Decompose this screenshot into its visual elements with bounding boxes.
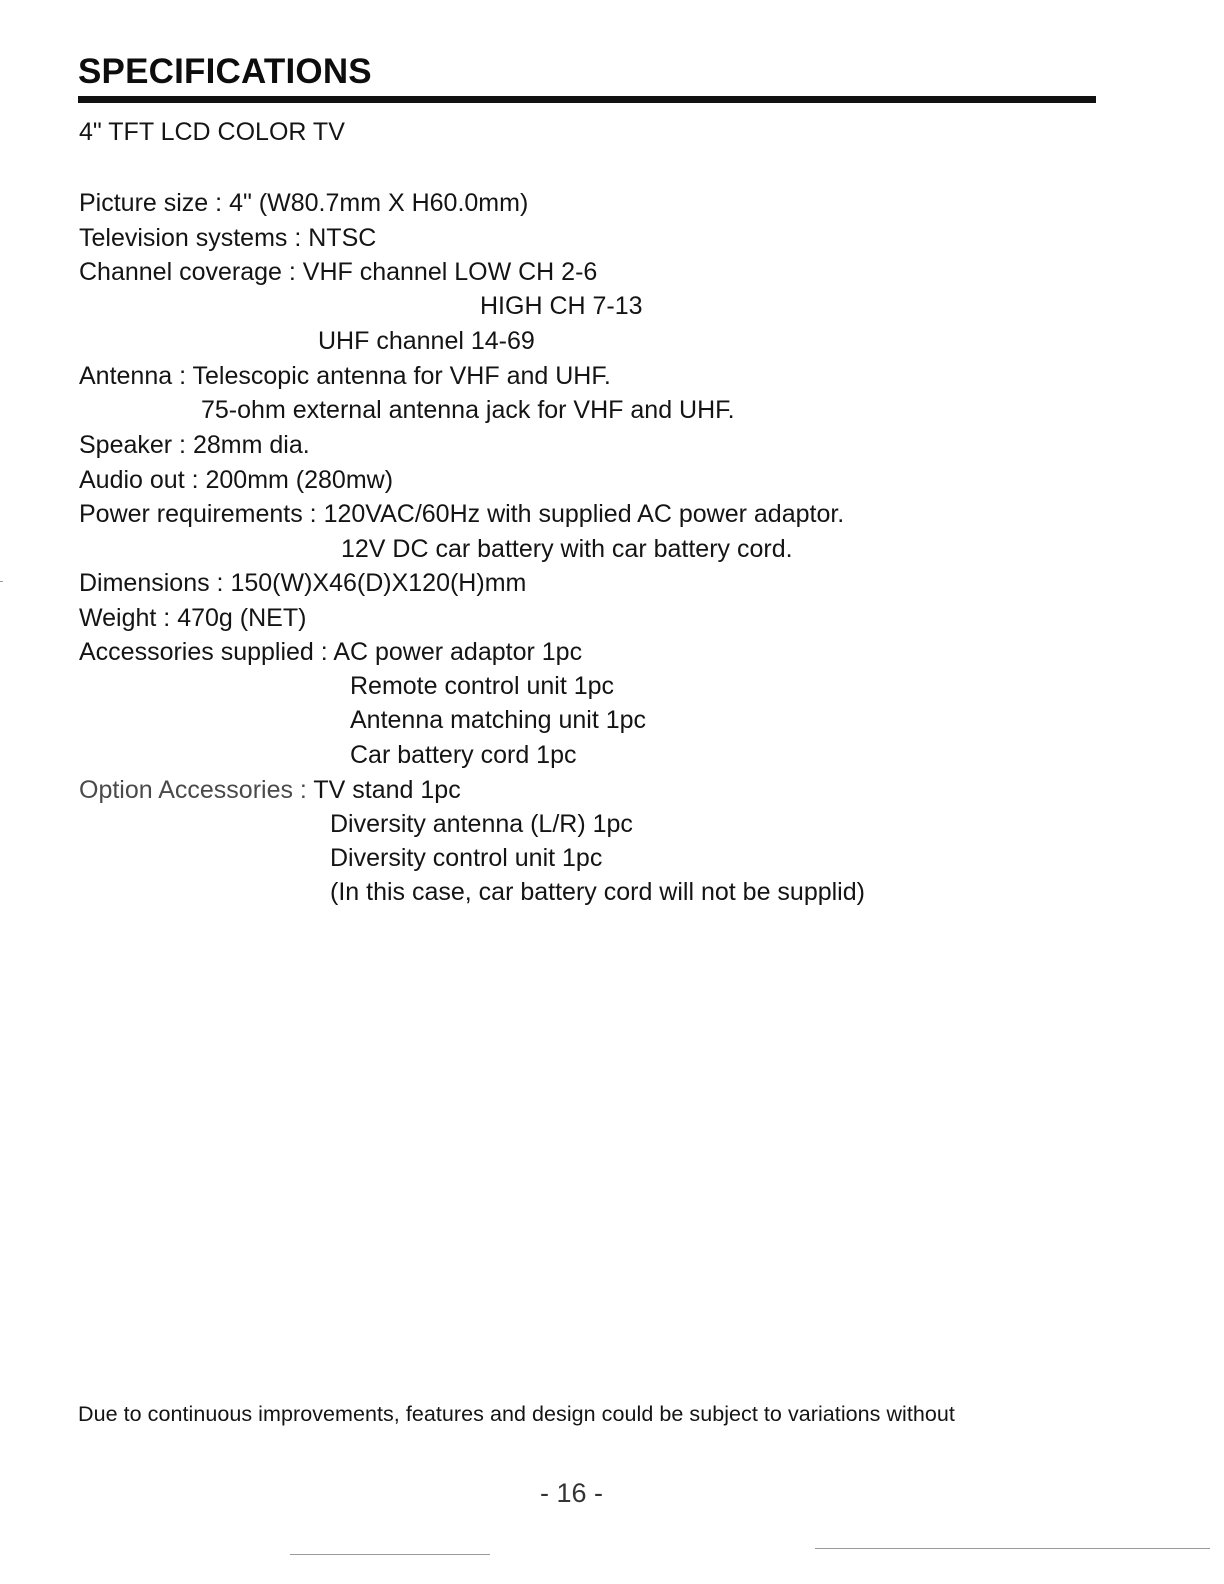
spec-weight xyxy=(79,603,306,633)
spec-value: AC power adaptor 1pc xyxy=(333,638,583,666)
spec-value: 120VAC/60Hz with supplied AC power adaptor. xyxy=(323,500,845,528)
spec-value: 4" (W80.7mm X H60.0mm) xyxy=(229,189,529,217)
spec-option-accessories-line: Diversity antenna (L/R) 1pc xyxy=(330,810,633,838)
spec-label: Weight : xyxy=(79,604,171,632)
spec-label: Channel coverage : xyxy=(79,258,296,286)
disclaimer-text: Due to continuous improvements, features and design could be subject to variations without xyxy=(78,1402,955,1426)
spec-label: Accessories supplied : xyxy=(79,638,328,666)
spec-value: 470g (NET) xyxy=(177,604,307,632)
scan-mark xyxy=(290,1554,490,1555)
spec-label: Dimensions : xyxy=(79,569,224,597)
spec-value: 150(W)X46(D)X120(H)mm xyxy=(230,569,527,597)
spec-option-accessories-line: Diversity control unit 1pc xyxy=(330,844,603,872)
scan-mark xyxy=(0,581,3,582)
spec-speaker xyxy=(79,430,310,460)
spec-power-requirements xyxy=(79,499,844,529)
spec-label: Audio out : xyxy=(79,466,199,494)
spec-value: 200mm (280mw) xyxy=(205,466,394,494)
spec-dimensions xyxy=(79,568,526,598)
spec-value: 28mm dia. xyxy=(192,431,310,459)
spec-power-requirements-line: 12V DC car battery with car battery cord. xyxy=(341,535,793,563)
spec-label: Picture size : xyxy=(79,189,223,217)
spec-label: Antenna : xyxy=(79,362,187,390)
spec-antenna xyxy=(79,361,611,391)
spec-option-accessories-line: (In this case, car battery cord will not be supplid) xyxy=(330,878,865,906)
spec-label: Speaker : xyxy=(79,431,187,459)
spec-accessories-supplied-line: Remote control unit 1pc xyxy=(350,672,615,700)
page-title: SPECIFICATIONS xyxy=(78,52,372,91)
scan-mark xyxy=(815,1548,1210,1549)
spec-option-accessories xyxy=(79,775,461,805)
spec-label: Power requirements : xyxy=(79,500,317,528)
spec-channel-coverage xyxy=(79,257,597,287)
spec-picture-size xyxy=(79,188,528,218)
spec-channel-coverage-line: HIGH CH 7-13 xyxy=(480,292,643,320)
spec-label: Option Accessories : xyxy=(79,776,307,804)
spec-television-systems xyxy=(79,223,376,253)
spec-antenna-line: 75-ohm external antenna jack for VHF and UHF. xyxy=(201,396,735,424)
spec-label: Television systems : xyxy=(79,224,302,252)
spec-accessories-supplied-line: Antenna matching unit 1pc xyxy=(350,706,647,734)
spec-accessories-supplied-line: Car battery cord 1pc xyxy=(350,741,577,769)
product-name: 4" TFT LCD COLOR TV xyxy=(79,118,345,146)
spec-value: Telescopic antenna for VHF and UHF. xyxy=(192,362,611,390)
spec-value: VHF channel LOW CH 2-6 xyxy=(302,258,598,286)
spec-value: NTSC xyxy=(308,224,377,252)
page-number: - 16 - xyxy=(540,1478,604,1508)
spec-value: TV stand 1pc xyxy=(313,776,461,804)
title-divider xyxy=(78,96,1096,103)
spec-channel-coverage-line: UHF channel 14-69 xyxy=(318,327,535,355)
spec-accessories-supplied xyxy=(79,637,582,667)
spec-audio-out xyxy=(79,465,393,495)
